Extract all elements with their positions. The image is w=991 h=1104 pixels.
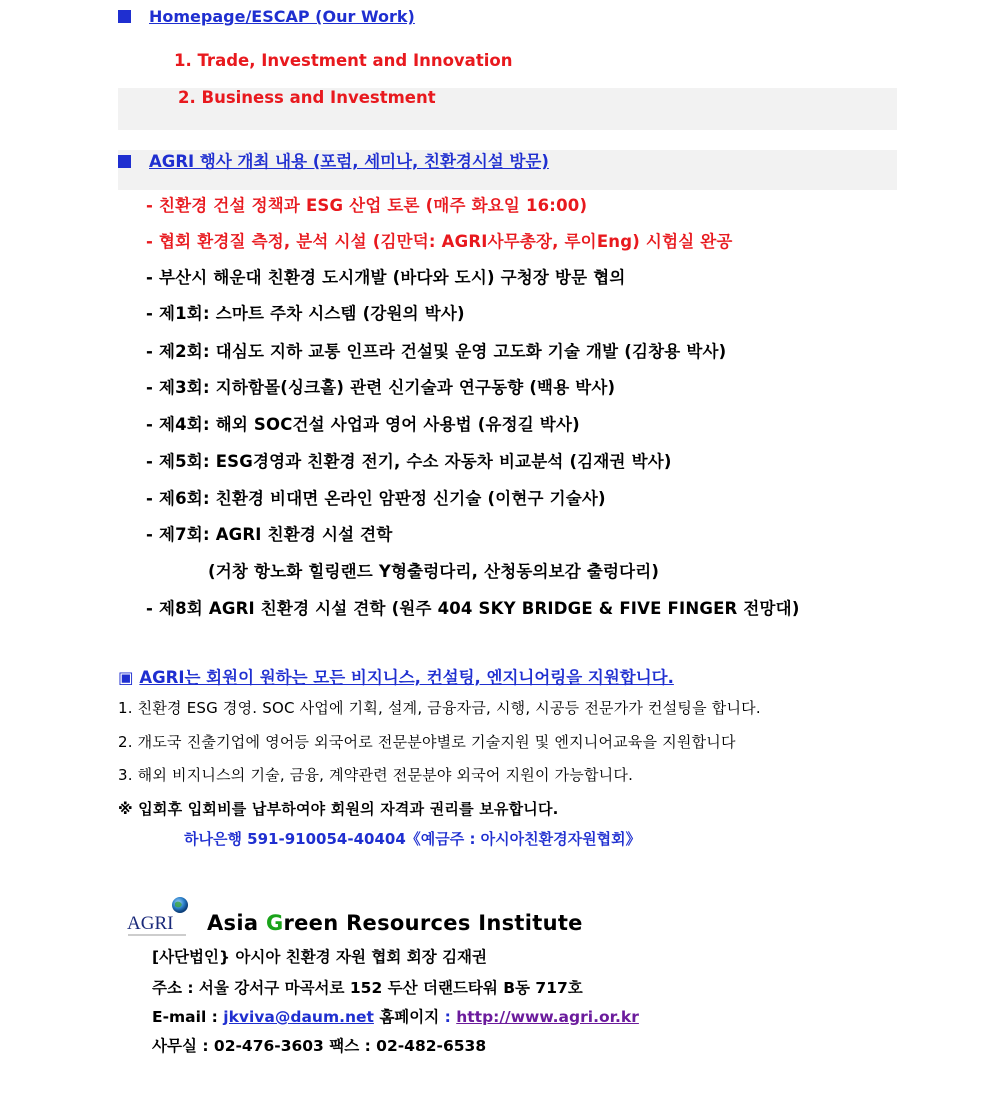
org-line: [사단법인} 아시아 친환경 자원 협회 회장 김재권 xyxy=(152,948,487,966)
event-item: - 친환경 건설 정책과 ESG 산업 토론 (매주 화요일 16:00) xyxy=(146,196,588,215)
square-marker-icon: ▣ xyxy=(118,668,134,687)
phone-fax: 사무실 : 02-476-3603 팩스 : 02-482-6538 xyxy=(152,1037,487,1055)
homepage-sep: : xyxy=(444,1008,457,1026)
email-link[interactable]: jkviva@daum.net xyxy=(223,1008,374,1026)
square-bullet-icon xyxy=(118,10,131,23)
homepage-link[interactable]: http://www.agri.or.kr xyxy=(456,1008,639,1026)
email-label: E-mail : xyxy=(152,1008,224,1026)
section1-heading xyxy=(118,7,415,26)
event-item: - 협회 환경질 측정, 분석 시설 (김만덕: AGRI사무총장, 루이Eng) 시험실 완공 xyxy=(146,232,733,251)
globe-icon xyxy=(126,896,190,940)
section3-heading-text: AGRI는 회원이 원하는 모든 비지니스, 컨설팅, 엔지니어링을 지원합니다. xyxy=(139,668,674,687)
section2-heading xyxy=(118,148,549,172)
event-item: - 부산시 해운대 친환경 도시개발 (바다와 도시) 구청장 방문 협의 xyxy=(146,268,626,287)
event-item: - 제5회: ESG경영과 친환경 전기, 수소 자동차 비교분석 (김재권 박사) xyxy=(146,452,672,471)
org-name-g: G xyxy=(265,911,284,935)
service-item: 3. 해외 비지니스의 기술, 금융, 계약관련 전문분야 외국어 지원이 가능합니다. xyxy=(118,766,634,784)
bank-account: 하나은행 591-910054-40404《예금주 : 아시아친환경자원협회》 xyxy=(184,830,641,848)
section1-item: 1. Trade, Investment and Innovation xyxy=(174,51,513,70)
square-bullet-icon xyxy=(118,155,131,168)
event-item: - 제8회 AGRI 친환경 시설 견학 (원주 404 SKY BRIDGE & FIVE FINGER 전망대) xyxy=(146,599,800,618)
logo-text: AGRI xyxy=(127,913,174,934)
event-item: - 제4회: 해외 SOC건설 사업과 영어 사용법 (유정길 박사) xyxy=(146,415,580,434)
event-item: - 제6회: 친환경 비대면 온라인 암판정 신기술 (이현구 기술사) xyxy=(146,489,606,508)
service-item: 1. 친환경 ESG 경영. SOC 사업에 기획, 설계, 금융자금, 시행, 시공등 전문가가 컨설팅을 합니다. xyxy=(118,699,761,717)
homepage-label: 홈페이지 xyxy=(373,1008,445,1026)
section2-heading-text: AGRI 행사 개최 내용 (포럼, 세미나, 친환경시설 방문) xyxy=(149,152,549,171)
event-item: - 제7회: AGRI 친환경 시설 견학 xyxy=(146,525,393,544)
agri-logo xyxy=(126,896,190,940)
contact-line xyxy=(152,1005,639,1027)
event-item-detail: (거창 항노화 힐링랜드 Y형출렁다리, 산청동의보감 출렁다리) xyxy=(208,562,660,581)
section3-heading xyxy=(118,664,674,688)
service-item: 2. 개도국 진출기업에 영어등 외국어로 전문분야별로 기술지원 및 엔지니어교육을 지원합니다 xyxy=(118,733,736,751)
org-name-part: Asia xyxy=(207,911,266,935)
org-name-part: reen Resources Institute xyxy=(283,911,583,935)
event-item: - 제2회: 대심도 지하 교통 인프라 건설및 운영 고도화 기술 개발 (김창용 박사) xyxy=(146,342,727,361)
address: 주소 : 서울 강서구 마곡서로 152 두산 더랜드타워 B동 717호 xyxy=(152,979,583,997)
event-item: - 제1회: 스마트 주차 시스템 (강원의 박사) xyxy=(146,304,465,323)
org-name xyxy=(207,911,583,935)
section1-heading-text: Homepage/ESCAP (Our Work) xyxy=(149,7,415,26)
membership-note: ※ 입회후 입회비를 납부하여야 회원의 자격과 권리를 보유합니다. xyxy=(118,800,559,818)
section1-item: 2. Business and Investment xyxy=(178,88,436,107)
event-item: - 제3회: 지하함몰(싱크홀) 관련 신기술과 연구동향 (백용 박사) xyxy=(146,378,616,397)
